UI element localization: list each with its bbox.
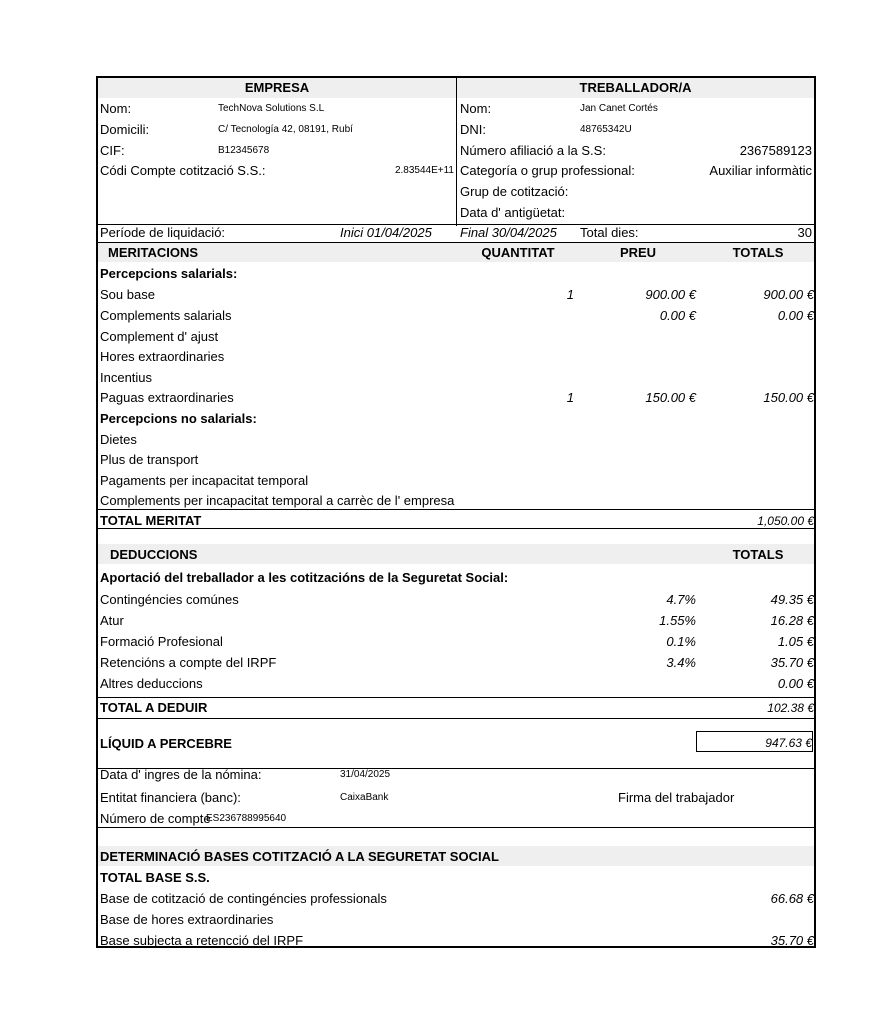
meritacio-label: Sou base [100, 287, 155, 302]
liquid-value: 947.63 € [765, 736, 812, 750]
deduccio-label: Retencións a compte del IRPF [100, 655, 277, 670]
payslip-sheet [96, 76, 816, 948]
compte-label: Número de compte [100, 811, 211, 826]
deduccions-totals-header: TOTALS [732, 547, 784, 562]
base-label: Base de cotització de contingéncies professionals [100, 891, 387, 906]
percepcions-salarials-title: Percepcions salarials: [100, 266, 238, 281]
total-deduir-label: TOTAL A DEDUIR [100, 700, 208, 715]
empresa-domicili: C/ Tecnología 42, 08191, Rubí [218, 124, 353, 135]
total-meritat-label: TOTAL MERITAT [100, 513, 202, 528]
column-divider [456, 78, 457, 226]
treballador-grup-label: Grup de cotització: [460, 184, 569, 199]
treballador-dni-label: DNI: [460, 122, 486, 137]
periode-dies-label: Total dies: [580, 225, 639, 240]
meritacio-preu: 0.00 € [659, 308, 696, 323]
treballador-nom: Jan Canet Cortés [580, 103, 658, 114]
empresa-codi: 2.83544E+11 [394, 165, 454, 176]
deduccio-label: Contingéncies comúnes [100, 592, 239, 607]
empresa-cif: B12345678 [218, 145, 270, 156]
deduccio-total: 49.35 € [770, 592, 814, 607]
empresa-nom-label: Nom: [100, 101, 132, 116]
col-totals-header: TOTALS [732, 245, 784, 260]
divider-line [98, 242, 814, 243]
meritacio-total: 150.00 € [763, 390, 814, 405]
empresa-nom: TechNova Solutions S.L [218, 103, 325, 114]
base-label: Base de hores extraordinaries [100, 912, 274, 927]
col-preu-header: PREU [619, 245, 657, 260]
data-ingres: 31/04/2025 [340, 769, 391, 780]
divider-line [98, 509, 814, 510]
bases-subtitle: TOTAL BASE S.S. [100, 870, 210, 885]
treballador-nom-label: Nom: [460, 101, 492, 116]
empresa-title: EMPRESA [244, 80, 310, 95]
treballador-antiguetat-label: Data d' antigüetat: [460, 205, 566, 220]
deduccio-label: Atur [100, 613, 124, 628]
treballador-dni: 48765342U [580, 124, 632, 135]
meritacio-preu: 150.00 € [645, 390, 696, 405]
deduccio-pct: 0.1% [666, 634, 696, 649]
deduccio-total: 35.70 € [770, 655, 814, 670]
meritacio-label: Complements salarials [100, 308, 232, 323]
deduccions-header: DEDUCCIONS [110, 547, 198, 562]
periode-inici: Inici 01/04/2025 [340, 225, 432, 240]
total-deduir-value: 102.38 € [767, 701, 814, 715]
percepcions-no-salarials-title: Percepcions no salarials: [100, 411, 257, 426]
treballador-title: TREBALLADOR/A [579, 80, 692, 95]
meritacio-total: 900.00 € [763, 287, 814, 302]
empresa-domicili-label: Domicili: [100, 122, 150, 137]
meritacio-quantitat: 1 [566, 287, 574, 302]
entitat-label: Entitat financiera (banc): [100, 790, 241, 805]
deduccio-total: 16.28 € [770, 613, 814, 628]
entitat: CaixaBank [340, 792, 389, 803]
compte: ES236788995640 [206, 813, 287, 824]
meritacio-label: Paguas extraordinaries [100, 390, 234, 405]
treballador-categoria: Auxiliar informàtic [709, 163, 812, 178]
empresa-codi-label: Códi Compte cotització S.S.: [100, 163, 266, 178]
meritacio-label: Incentius [100, 370, 153, 385]
empresa-cif-label: CIF: [100, 143, 125, 158]
meritacions-header-band [98, 242, 814, 262]
deduccio-pct: 1.55% [659, 613, 696, 628]
no-salarial-label: Dietes [100, 432, 137, 447]
divider-line [98, 718, 814, 719]
deduccio-total: 1.05 € [777, 634, 814, 649]
no-salarial-label: Complements per incapacitat temporal a carrèc de l' empresa [100, 493, 455, 508]
meritacio-total: 0.00 € [777, 308, 814, 323]
bases-title: DETERMINACIÓ BASES COTITZACIÓ A LA SEGURETAT SOCIAL [100, 849, 499, 864]
periode-label: Període de liquidació: [100, 225, 226, 240]
meritacio-label: Hores extraordinaries [100, 349, 225, 364]
deduccio-label: Altres deduccions [100, 676, 203, 691]
periode-dies: 30 [797, 225, 812, 240]
base-label: Base subjecta a retencció del IRPF [100, 933, 304, 948]
deduccio-pct: 3.4% [666, 655, 696, 670]
meritacions-header: MERITACIONS [108, 245, 199, 260]
base-value: 66.68 € [770, 891, 814, 906]
meritacio-quantitat: 1 [566, 390, 574, 405]
data-ingres-label: Data d' ingres de la nómina: [100, 767, 262, 782]
divider-line [98, 697, 814, 698]
liquid-label: LÍQUID A PERCEBRE [100, 736, 232, 751]
total-meritat-value: 1,050.00 € [757, 514, 814, 528]
periode-final: Final 30/04/2025 [460, 225, 557, 240]
deduccio-pct: 4.7% [666, 592, 696, 607]
col-quantitat-header: QUANTITAT [481, 245, 555, 260]
base-value: 35.70 € [770, 933, 814, 948]
divider-line [98, 528, 814, 529]
deduccions-header-band [98, 544, 814, 564]
aportacio-title: Aportació del treballador a les cotitzacións de la Seguretat Social: [100, 570, 509, 585]
no-salarial-label: Plus de transport [100, 452, 199, 467]
deduccio-label: Formació Profesional [100, 634, 223, 649]
treballador-afiliacio-label: Número afiliació a la S.S: [460, 143, 606, 158]
meritacio-preu: 900.00 € [645, 287, 696, 302]
no-salarial-label: Pagaments per incapacitat temporal [100, 473, 309, 488]
treballador-afiliacio: 2367589123 [739, 143, 812, 158]
treballador-categoria-label: Categoría o grup professional: [460, 163, 635, 178]
divider-line [98, 827, 814, 828]
firma-label: Firma del trabajador [618, 790, 735, 805]
deduccio-total: 0.00 € [777, 676, 814, 691]
meritacio-label: Complement d' ajust [100, 329, 219, 344]
